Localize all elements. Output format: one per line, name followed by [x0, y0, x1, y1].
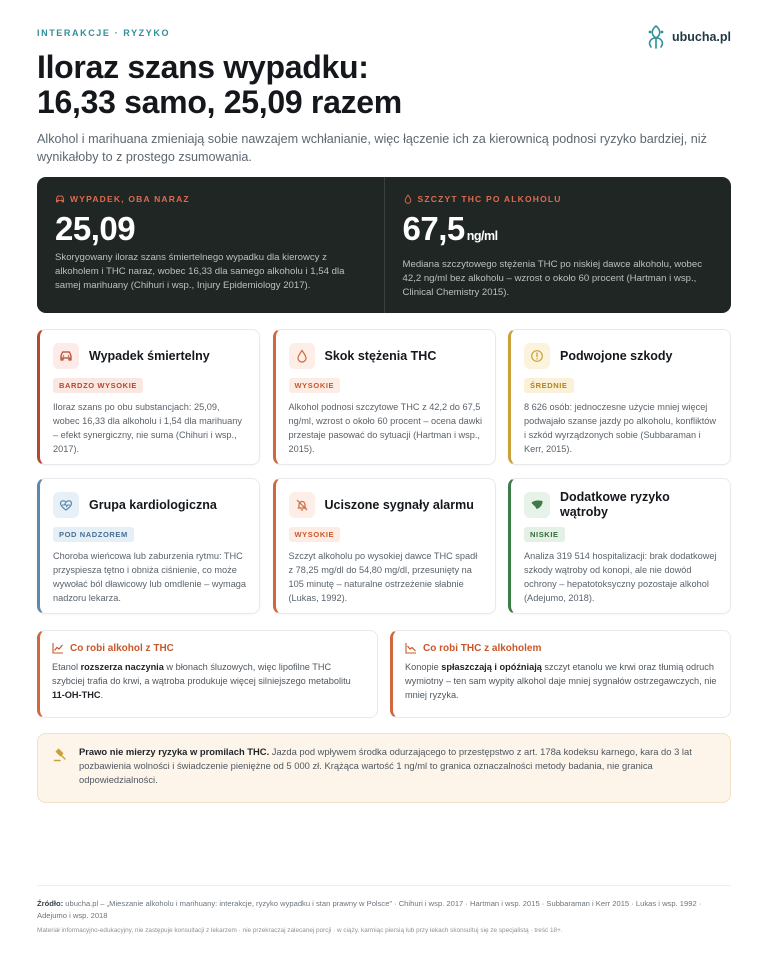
brand-name: ubucha.pl [671, 30, 731, 44]
gavel-icon [53, 748, 67, 762]
card-body: Iloraz szans po obu substancjach: 25,09, wobec 16,33 dla alkoholu i 1,54 dla marihuany – efekt synergiczny, nie suma (Chihuri i wsp., 2017). [53, 402, 242, 454]
title-line-1: Iloraz szans wypadku: [37, 49, 369, 85]
risk-card-doubled-harm [508, 329, 731, 465]
card-body: Alkohol podnosi szczytowe THC z 42,2 do 67,5 ng/ml, wzrost o około 60 procent – ocena dawki przestaje pasować do sytuacji (Hartman i wsp., 2015). [288, 402, 483, 454]
risk-card-fatal-crash [37, 329, 260, 465]
mechanisms [37, 630, 731, 718]
drop-icon [295, 349, 309, 363]
eyebrow: INTERAKCJE · RYZYKO [37, 28, 171, 38]
bell-off-icon [295, 498, 309, 512]
disclaimer: Materiał informacyjno-edukacyjny, nie zastępuje konsultacji z lekarzem · nie przekraczaj zalecanej porcji · w ciąży, karmiąc piersią lub przy lekach skonsultuj się ze specjalistą · treść 18+. [37, 927, 563, 934]
risk-badge: NISKIE [524, 527, 565, 542]
card-body: Analiza 319 514 hospitalizacji: brak dodatkowej szkody wątroby od konopi, ale nie dowód ochrony – hepatotoksyczny pozostaje alkohol (Adejumo, 2018). [524, 551, 717, 603]
risk-card-silenced-alarms [273, 478, 496, 614]
stats-panel [37, 177, 731, 313]
stat-unit: ng/ml [466, 229, 498, 243]
lead-paragraph: Alkohol i marihuana zmieniają sobie nawzajem wchłanianie, więc łączenie ich za kierownicą podnosi ryzyko bardziej, niż wynikałoby to z prostego zsumowania. [37, 132, 707, 164]
risk-badge: WYSOKIE [289, 527, 341, 542]
trend-down-icon [405, 642, 417, 654]
stat-label: SZCZYT THC PO ALKOHOLU [417, 194, 562, 204]
legal-text: Prawo nie mierzy ryzyka w promilach THC. Jazda pod wpływem środka odurzającego to przestępstwo z art. 178a kodeksu karnego, kara do 3 lat pozbawienia wolności i świadczenie pieniężne od 5 000 zł. Krążąca wartość 1 ng/ml to granica oznaczalności metody badania, nie granica odpowiedzialności. [79, 746, 692, 785]
legal-note [37, 733, 731, 803]
risk-card-cardiac [37, 478, 260, 614]
stat-description: Skorygowany iloraz szans śmiertelnego wypadku dla kierowcy z alkoholem i THC naraz, wobec 16,33 dla samego alkoholu i 1,54 dla samej marihuany (Chihuri i wsp., Injury Epidemiology 2017). [55, 252, 345, 291]
risk-badge: WYSOKIE [289, 378, 341, 393]
mechanism-title: Co robi THC z alkoholem [423, 642, 542, 654]
stat-value: 67,5 [402, 210, 465, 247]
card-body: Choroba wieńcowa lub zaburzenia rytmu: THC przyspiesza tętno i obniża ciśnienie, co może wywołać ból dławicowy lub omdlenie – wymaga nadzoru lekarza. [53, 551, 247, 603]
card-body: Szczyt alkoholu po wysokiej dawce THC spadł z 78,25 mg/dl do 54,80 mg/dl, przesunięty na 105 minutę – naturalne ostrzeżenie słabnie (Lukas, 1992). [288, 551, 478, 603]
page-title [37, 50, 731, 120]
card-title: Uciszone sygnały alarmu [324, 497, 474, 512]
stat-description: Mediana szczytowego stężenia THC po niskiej dawce alkoholu, wobec 42,2 ng/ml bez alkoholu – wzrost o około 60 procent (Hartman i wsp., Clinical Chemistry 2015). [402, 259, 703, 298]
card-title: Podwojone szkody [560, 348, 673, 363]
stat-thc-peak [384, 177, 732, 313]
risk-badge: ŚREDNIE [524, 378, 574, 393]
leaf-logo-icon [645, 24, 667, 50]
risk-badge: POD NADZOREM [53, 527, 134, 542]
stat-value: 25,09 [55, 210, 136, 247]
heart-pulse-icon [59, 498, 73, 512]
card-title: Dodatkowe ryzyko wątroby [560, 490, 670, 519]
mechanism-body: Konopie spłaszczają i opóźniają szczyt etanolu we krwi oraz tłumią odruch wymiotny – ten sam wypity alkohol daje mniej sygnałów ostrzegawczych, nie mniej ryzyka. [405, 662, 717, 700]
card-title: Grupa kardiologiczna [89, 497, 217, 512]
brand[interactable] [645, 24, 731, 50]
mechanism-alcohol-on-thc [37, 630, 378, 718]
liver-icon [530, 498, 544, 512]
card-title: Skok stężenia THC [324, 348, 437, 363]
stat-crash [37, 177, 384, 313]
car-icon [59, 349, 73, 363]
drop-icon [403, 194, 413, 204]
sources: Źródło: ubucha.pl – „Mieszanie alkoholu i marihuany: interakcje, ryzyko wypadku i stan prawny w Polsce” · Chihuri i wsp. 2017 · Hartman i wsp. 2015 · Subbaraman i Kerr 2015 · Lukas i wsp. 1992 · Adejumo i wsp. 2018 [37, 899, 702, 920]
title-line-2: 16,33 samo, 25,09 razem [37, 84, 402, 120]
card-title: Wypadek śmiertelny [89, 348, 210, 363]
footer [37, 885, 731, 934]
mechanism-title: Co robi alkohol z THC [70, 642, 174, 654]
risk-card-liver [508, 478, 731, 614]
mechanism-body: Etanol rozszerza naczynia w błonach śluzowych, więc lipofilne THC szybciej trafia do krwi, a wątroba produkuje więcej silniejszego metabolitu 11-OH-THC. [52, 662, 351, 700]
infographic [37, 28, 731, 934]
risk-card-thc-spike [273, 329, 496, 465]
alert-circle-icon [530, 349, 544, 363]
car-icon [55, 194, 65, 204]
card-body: 8 626 osób: jednoczesne użycie mniej więcej podwajało szanse jazdy po alkoholu, konfliktów i szkód wyrządzonych sobie (Subbaraman i Kerr, 2015). [524, 402, 717, 454]
stat-label: WYPADEK, OBA NARAZ [70, 194, 190, 204]
risk-cards [37, 329, 731, 614]
mechanism-thc-on-alcohol [390, 630, 731, 718]
risk-badge: BARDZO WYSOKIE [53, 378, 143, 393]
trend-up-icon [52, 642, 64, 654]
